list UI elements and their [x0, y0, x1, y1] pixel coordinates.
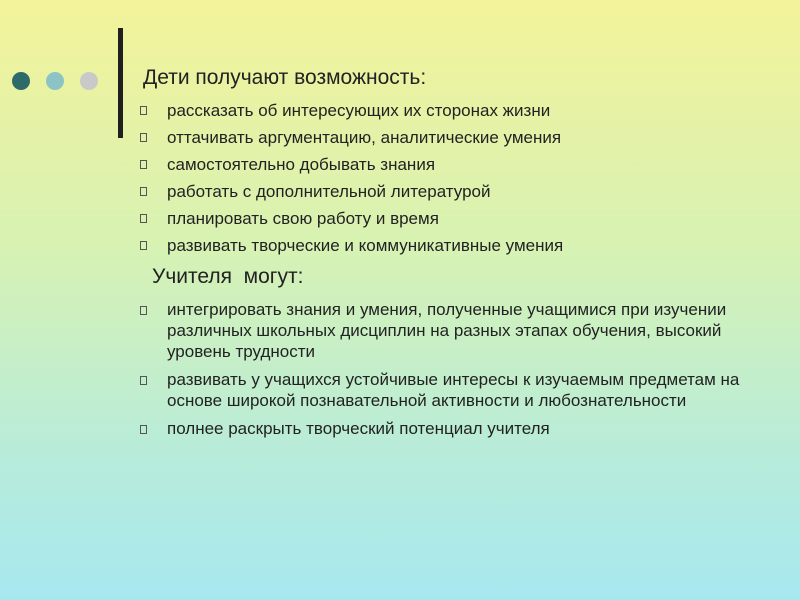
- children-heading: Дети получают возможность:: [143, 66, 427, 89]
- list-item: [135, 369, 775, 411]
- list-item-text: самостоятельно добывать знания: [167, 155, 436, 174]
- bullet-icon: [140, 160, 147, 169]
- list-item: [135, 126, 775, 149]
- list-item-text: планировать свою работу и время: [167, 209, 439, 228]
- bullet-icon: [140, 376, 147, 385]
- bullet-icon: [140, 106, 147, 115]
- bullet-icon: [140, 241, 147, 250]
- list-item: [135, 234, 775, 257]
- bullet-icon: [140, 187, 147, 196]
- dark-circle-icon: [12, 72, 30, 90]
- bullet-icon: [140, 425, 147, 434]
- list-item: [135, 418, 775, 439]
- slide-content: [135, 63, 775, 446]
- bullet-icon: [140, 306, 147, 315]
- teachers-list: [135, 299, 775, 439]
- list-item-text: работать с дополнительной литературой: [167, 182, 491, 201]
- gray-circle-icon: [80, 72, 98, 90]
- list-item: [135, 99, 775, 122]
- list-item: [135, 207, 775, 230]
- children-list: [135, 99, 775, 257]
- decorative-dots: [12, 72, 98, 90]
- list-item-text: полнее раскрыть творческий потенциал учителя: [167, 419, 550, 438]
- list-item-text: интегрировать знания и умения, полученные учащимися при изучении различных школьных дисциплин на разных этапах обучения, высокий уровень трудности: [167, 300, 727, 361]
- list-item-text: оттачивать аргументацию, аналитические умения: [167, 128, 562, 147]
- list-item-text: развивать творческие и коммуникативные умения: [167, 236, 564, 255]
- list-item: [135, 299, 775, 362]
- list-item: [135, 180, 775, 203]
- list-item-text: развивать у учащихся устойчивые интересы к изучаемым предметам на основе широкой познавательной активности и любознательности: [167, 370, 740, 410]
- list-item: [135, 153, 775, 176]
- teal-circle-icon: [46, 72, 64, 90]
- teachers-heading: Учителя могут:: [152, 265, 304, 288]
- bullet-icon: [140, 214, 147, 223]
- list-item-text: рассказать об интересующих их сторонах жизни: [167, 101, 551, 120]
- vertical-divider: [118, 28, 123, 138]
- bullet-icon: [140, 133, 147, 142]
